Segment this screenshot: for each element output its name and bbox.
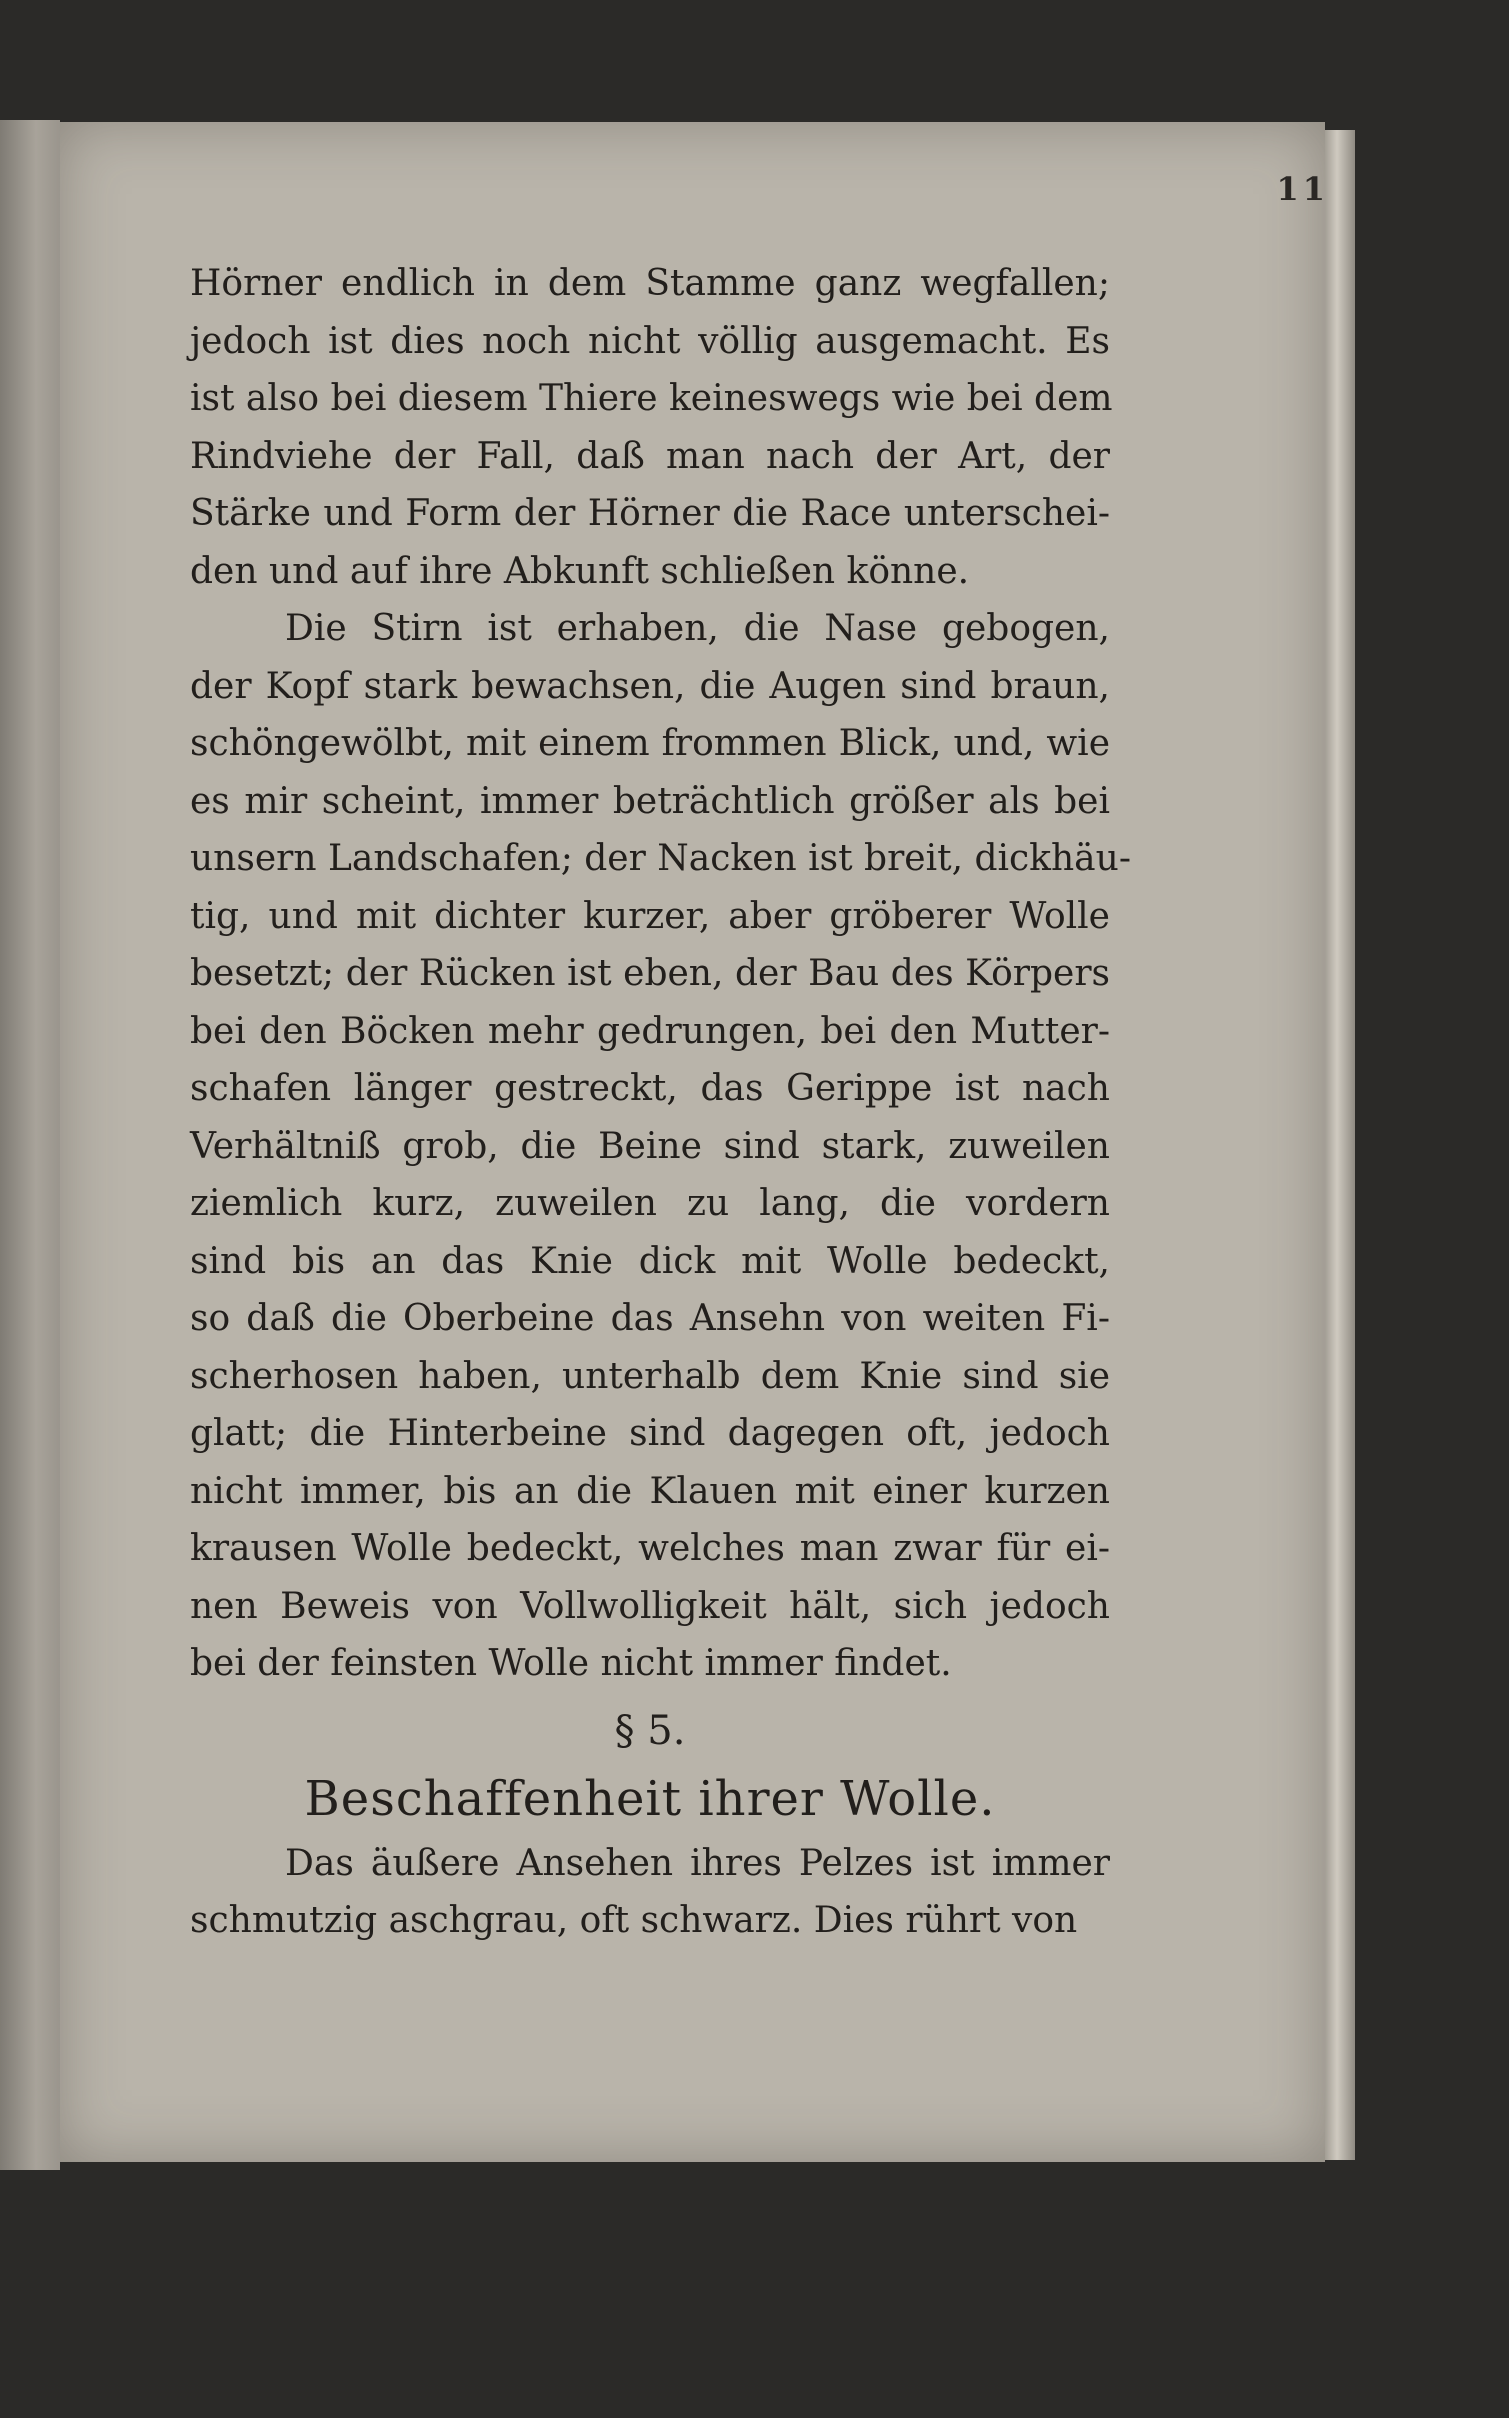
text-line: den und auf ihre Abkunft schließen könne.	[190, 550, 970, 592]
text-line: der Kopf stark bewachsen, die Augen sind braun,	[190, 665, 1110, 707]
text-line: Stärke und Form der Hörner die Race unterschei-	[190, 493, 1110, 534]
page-text	[190, 255, 1131, 1950]
text-line: unsern Landschafen; der Nacken ist breit, dickhäu-	[190, 838, 1131, 879]
text-line: Das äußere Ansehen ihres Pelzes ist immer	[285, 1842, 1110, 1884]
text-line: tig, und mit dichter kurzer, aber gröberer Wolle	[190, 895, 1110, 937]
text-line: nen Beweis von Vollwolligkeit hält, sich jedoch	[190, 1585, 1110, 1627]
text-line: ziemlich kurz, zuweilen zu lang, die vordern	[190, 1183, 1110, 1224]
text-line: schafen länger gestreckt, das Gerippe ist nach	[190, 1068, 1110, 1109]
text-line: nicht immer, bis an die Klauen mit einer kurzen	[190, 1470, 1110, 1512]
text-line: krausen Wolle bedeckt, welches man zwar für ei-	[190, 1528, 1110, 1569]
text-line: glatt; die Hinterbeine sind dagegen oft, jedoch	[190, 1413, 1110, 1454]
section-number: § 5.	[614, 1707, 686, 1754]
facing-page-edge	[0, 120, 60, 2170]
text-line: Die Stirn ist erhaben, die Nase gebogen,	[285, 608, 1110, 649]
section-heading: Beschaffenheit ihrer Wolle.	[304, 1770, 996, 1827]
text-line: ist also bei diesem Thiere keineswegs wie bei dem	[190, 378, 1113, 419]
page-stack-edge	[1325, 130, 1355, 2160]
paragraph-3	[190, 1835, 1110, 1950]
text-line: es mir scheint, immer beträchtlich größer als bei	[190, 780, 1110, 822]
text-line: Verhältniß grob, die Beine sind stark, zuweilen	[190, 1125, 1110, 1167]
text-line: bei der feinsten Wolle nicht immer findet.	[190, 1643, 952, 1684]
text-line: sind bis an das Knie dick mit Wolle bedeckt,	[190, 1240, 1110, 1282]
text-line: jedoch ist dies noch nicht völlig ausgemacht. Es	[190, 320, 1110, 362]
text-line: schmutzig aschgrau, oft schwarz. Dies rührt von	[190, 1900, 1078, 1941]
text-line: schöngewölbt, mit einem frommen Blick, und, wie	[190, 723, 1110, 764]
text-line: Hörner endlich in dem Stamme ganz wegfallen;	[190, 263, 1110, 304]
text-line: besetzt; der Rücken ist eben, der Bau des Körpers	[190, 953, 1110, 994]
page-number: 11	[1276, 170, 1329, 208]
text-line: scherhosen haben, unterhalb dem Knie sind sie	[190, 1355, 1110, 1397]
paragraph-2	[190, 600, 1131, 1693]
text-line: so daß die Oberbeine das Ansehn von weiten Fi-	[190, 1298, 1110, 1339]
paragraph-1	[190, 255, 1113, 600]
text-line: Rindviehe der Fall, daß man nach der Art, der	[190, 435, 1110, 477]
text-line: bei den Böcken mehr gedrungen, bei den Mutter-	[190, 1010, 1110, 1052]
